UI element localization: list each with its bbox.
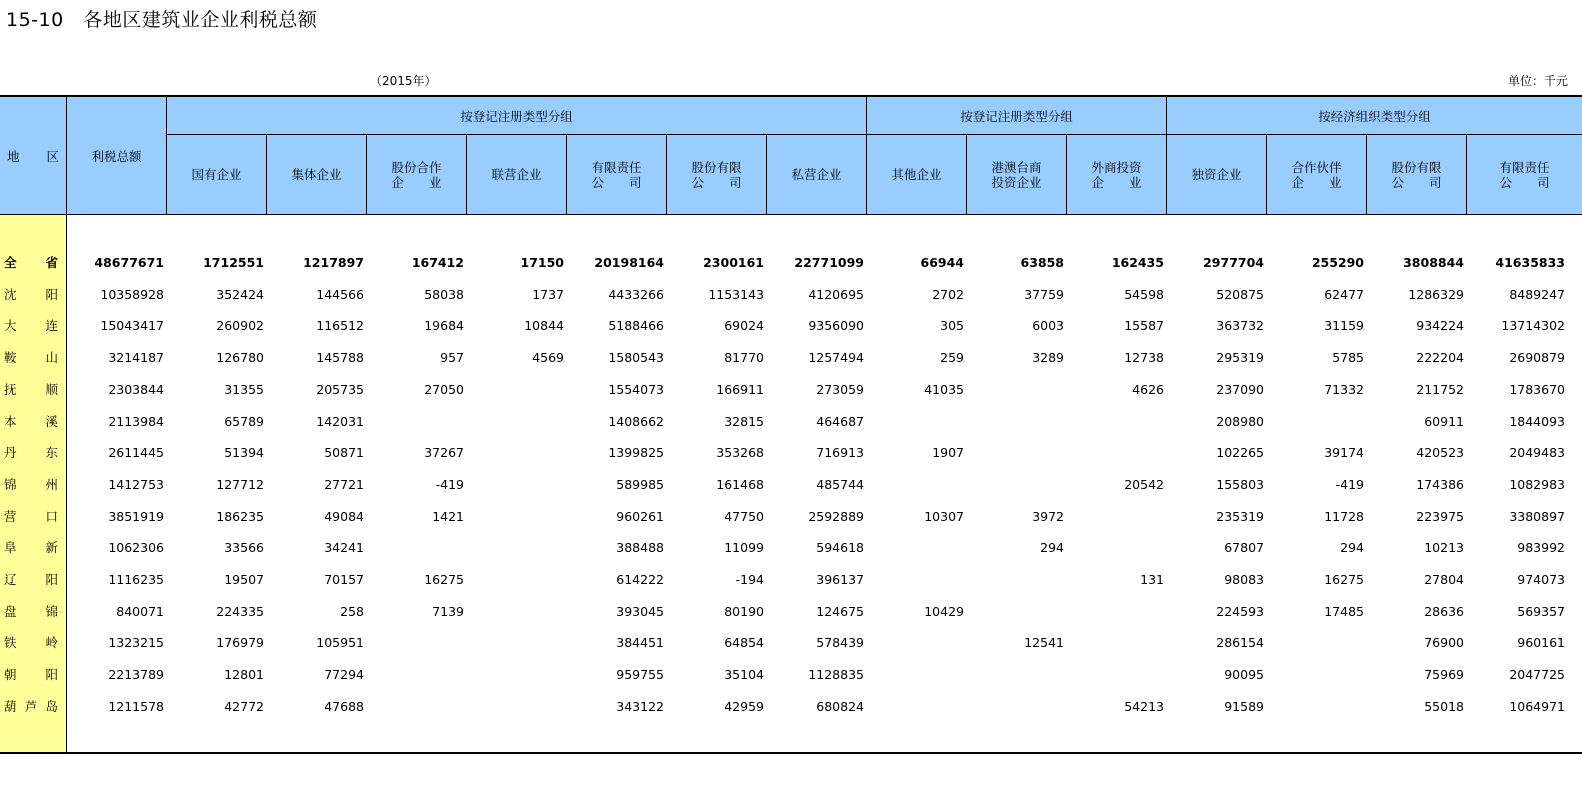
table-cell: 960161 — [1517, 635, 1565, 651]
table-cell: 1082983 — [1509, 476, 1565, 492]
column-divider — [1166, 97, 1167, 214]
table-row — [0, 411, 1582, 433]
table-cell: 680824 — [816, 698, 864, 714]
table-cell: 614222 — [616, 572, 664, 587]
table-cell: 54598 — [1124, 286, 1164, 302]
table-cell: 64854 — [724, 635, 764, 651]
table-cell: 2702 — [932, 286, 964, 302]
table-cell: 16275 — [424, 572, 464, 587]
region-header — [0, 97, 66, 215]
table-row — [0, 601, 1582, 623]
table-cell: 91589 — [1224, 698, 1264, 714]
page-title: 15-10 各地区建筑业企业利税总额 — [6, 9, 318, 31]
table-cell: 131 — [1140, 572, 1164, 587]
region-name: 大 连 — [4, 318, 58, 334]
table-row — [0, 537, 1582, 559]
table-row — [0, 474, 1582, 496]
region-name: 葫 芦 岛 — [4, 698, 58, 714]
table-cell: 167412 — [411, 255, 464, 270]
group-divider-rule — [167, 134, 1582, 135]
table-cell: 222204 — [1416, 350, 1464, 366]
table-cell: 957 — [440, 350, 464, 366]
table-cell: 2690879 — [1509, 350, 1565, 366]
table-cell: 77294 — [324, 667, 364, 683]
column-header: 联营企业 — [467, 135, 566, 214]
table-cell: 934224 — [1416, 318, 1464, 334]
table-cell: -419 — [435, 476, 464, 492]
table-cell: 8489247 — [1509, 286, 1565, 302]
table-row — [0, 284, 1582, 306]
region-name: 丹 东 — [4, 445, 58, 461]
column-header: 股份合作 企 业 — [367, 135, 466, 214]
table-cell: 47688 — [324, 698, 364, 714]
table-cell: 37759 — [1024, 286, 1064, 302]
table-cell: 10358928 — [100, 286, 164, 302]
region-name: 鞍 山 — [4, 350, 58, 366]
table-cell: 67807 — [1224, 540, 1264, 556]
column-header: 外商投资 企 业 — [1067, 135, 1166, 214]
table-row — [0, 252, 1582, 274]
region-name: 锦 州 — [4, 476, 58, 492]
table-cell: 58038 — [424, 286, 464, 302]
table-cell: 2977704 — [1203, 255, 1264, 270]
table-cell: 102265 — [1216, 445, 1264, 461]
table-cell: 116512 — [316, 318, 364, 334]
table-cell: 12738 — [1124, 350, 1164, 366]
table-cell: 6003 — [1032, 318, 1064, 334]
column-divider — [1466, 135, 1467, 214]
column-header: 有限责任 公 司 — [1467, 135, 1582, 214]
table-cell: 31355 — [224, 381, 264, 397]
table-cell: 10213 — [1424, 540, 1464, 556]
table-cell: 20198164 — [594, 255, 664, 270]
table-cell: 7139 — [432, 603, 464, 619]
table-cell: 388488 — [616, 540, 664, 556]
region-name: 朝 阳 — [4, 667, 58, 683]
table-cell: 520875 — [1216, 286, 1264, 302]
table-cell: 32815 — [724, 413, 764, 429]
table-cell: 142031 — [316, 413, 364, 429]
table-row — [0, 347, 1582, 369]
table-row — [0, 696, 1582, 718]
table-cell: 1737 — [532, 286, 564, 302]
header-bottom-rule — [0, 214, 1582, 215]
table-cell: 4569 — [532, 350, 564, 366]
table-cell: 1116235 — [108, 572, 164, 587]
table-cell: 1907 — [932, 445, 964, 461]
table-row — [0, 632, 1582, 654]
table-cell: 1217897 — [303, 255, 364, 270]
table-cell: 1783670 — [1509, 381, 1565, 397]
column-header: 港澳台商 投资企业 — [967, 135, 1066, 214]
table-cell: 80190 — [724, 603, 764, 619]
table-cell: 55018 — [1424, 698, 1464, 714]
top-rule — [0, 95, 1582, 97]
table-cell: 235319 — [1216, 508, 1264, 524]
column-divider — [966, 135, 967, 214]
table-cell: 16275 — [1324, 572, 1364, 587]
table-cell: 2303844 — [108, 381, 164, 397]
table-cell: 11728 — [1324, 508, 1364, 524]
column-divider — [366, 135, 367, 214]
column-header: 有限责任 公 司 — [567, 135, 666, 214]
column-divider — [566, 135, 567, 214]
column-header: 私营企业 — [767, 135, 866, 214]
table-cell: 37267 — [424, 445, 464, 461]
table-cell: 41635833 — [1495, 255, 1565, 270]
table-cell: 205735 — [316, 381, 364, 397]
table-cell: 1211578 — [108, 698, 164, 714]
region-name: 辽 阳 — [4, 572, 58, 587]
table-cell: 1421 — [432, 508, 464, 524]
table-cell: 31159 — [1324, 318, 1364, 334]
table-cell: 2300161 — [703, 255, 764, 270]
table-cell: 716913 — [816, 445, 864, 461]
table-cell: 5785 — [1332, 350, 1364, 366]
column-divider — [766, 135, 767, 214]
table-cell: 960261 — [616, 508, 664, 524]
table-cell: 974073 — [1517, 572, 1565, 587]
table-cell: 15043417 — [100, 318, 164, 334]
region-name: 阜 新 — [4, 540, 58, 556]
table-cell: 27050 — [424, 381, 464, 397]
table-cell: 27721 — [324, 476, 364, 492]
table-cell: 12801 — [224, 667, 264, 683]
table-cell: 15587 — [1124, 318, 1164, 334]
table-cell: 983992 — [1517, 540, 1565, 556]
table-row — [0, 569, 1582, 591]
region-name: 本 溪 — [4, 413, 58, 429]
region-name: 全 省 — [4, 255, 58, 270]
table-cell: 76900 — [1424, 635, 1464, 651]
table-cell: 166911 — [716, 381, 764, 397]
table-cell: 13714302 — [1501, 318, 1565, 334]
table-cell: 17485 — [1324, 603, 1364, 619]
table-cell: 62477 — [1324, 286, 1364, 302]
table-cell: 127712 — [216, 476, 264, 492]
table-cell: 363732 — [1216, 318, 1264, 334]
table-cell: 47750 — [724, 508, 764, 524]
region-name: 抚 顺 — [4, 381, 58, 397]
table-cell: 1286329 — [1408, 286, 1464, 302]
table-cell: 81770 — [724, 350, 764, 366]
table-cell: 1712551 — [203, 255, 264, 270]
table-cell: 54213 — [1124, 698, 1164, 714]
table-cell: 2047725 — [1509, 667, 1565, 683]
table-cell: 10429 — [924, 603, 964, 619]
table-cell: 1062306 — [108, 540, 164, 556]
table-cell: 90095 — [1224, 667, 1264, 683]
table-cell: 51394 — [224, 445, 264, 461]
table-cell: 464687 — [816, 413, 864, 429]
region-header-char-2: 区 — [46, 149, 59, 164]
table-cell: 39174 — [1324, 445, 1364, 461]
bottom-rule — [0, 752, 1582, 754]
column-header: 其他企业 — [867, 135, 966, 214]
table-cell: 42959 — [724, 698, 764, 714]
table-cell: 3851919 — [108, 508, 164, 524]
table-cell: 594618 — [816, 540, 864, 556]
table-cell: 3214187 — [108, 350, 164, 366]
table-cell: 124675 — [816, 603, 864, 619]
table-cell: 49084 — [324, 508, 364, 524]
table-cell: 1323215 — [108, 635, 164, 651]
table-cell: 1554073 — [608, 381, 664, 397]
table-cell: 294 — [1040, 540, 1064, 556]
table-cell: 126780 — [216, 350, 264, 366]
column-divider — [1266, 135, 1267, 214]
table-cell: 60911 — [1424, 413, 1464, 429]
column-header: 集体企业 — [267, 135, 366, 214]
table-cell: 211752 — [1416, 381, 1464, 397]
table-cell: 3289 — [1032, 350, 1064, 366]
column-divider — [1066, 135, 1067, 214]
column-divider — [266, 135, 267, 214]
table-cell: 10307 — [924, 508, 964, 524]
table-cell: 3972 — [1032, 508, 1064, 524]
table-cell: 9356090 — [808, 318, 864, 334]
table-cell: 569357 — [1517, 603, 1565, 619]
column-header: 股份有限 公 司 — [667, 135, 766, 214]
table-cell: 1128835 — [808, 667, 864, 683]
table-cell: 71332 — [1324, 381, 1364, 397]
table-cell: 105951 — [316, 635, 364, 651]
region-name: 营 口 — [4, 508, 58, 524]
unit-note: 单位：千元 — [1507, 74, 1568, 88]
table-cell: 66944 — [920, 255, 964, 270]
table-cell: 286154 — [1216, 635, 1264, 651]
table-cell: 295319 — [1216, 350, 1264, 366]
table-cell: 19507 — [224, 572, 264, 587]
table-cell: 63858 — [1020, 255, 1064, 270]
table-cell: 17150 — [520, 255, 564, 270]
table-cell: 840071 — [116, 603, 164, 619]
group-header-economic: 按经济组织类型分组 — [1167, 97, 1582, 135]
table-cell: 144566 — [316, 286, 364, 302]
table-cell: 5188466 — [608, 318, 664, 334]
table-cell: 260902 — [216, 318, 264, 334]
column-divider — [866, 97, 867, 214]
table-cell: 4120695 — [808, 286, 864, 302]
table-cell: -419 — [1335, 476, 1364, 492]
table-cell: 10844 — [524, 318, 564, 334]
table-cell: 75969 — [1424, 667, 1464, 683]
region-name: 盘 锦 — [4, 603, 58, 619]
table-cell: 352424 — [216, 286, 264, 302]
table-cell: 4433266 — [608, 286, 664, 302]
table-cell: 343122 — [616, 698, 664, 714]
table-cell: 396137 — [816, 572, 864, 587]
table-cell: 98083 — [1224, 572, 1264, 587]
table-row — [0, 664, 1582, 686]
table-cell: 223975 — [1416, 508, 1464, 524]
table-cell: 65789 — [224, 413, 264, 429]
table-cell: 237090 — [1216, 381, 1264, 397]
table-cell: 161468 — [716, 476, 764, 492]
table-cell: 1064971 — [1509, 698, 1565, 714]
table-cell: 3380897 — [1509, 508, 1565, 524]
table-cell: 162435 — [1111, 255, 1164, 270]
column-header: 合作伙伴 企 业 — [1267, 135, 1366, 214]
region-header-char-1: 地 — [7, 149, 20, 164]
total-header: 利税总额 — [67, 97, 166, 215]
table-cell: 48677671 — [94, 255, 164, 270]
table-cell: 1412753 — [108, 476, 164, 492]
table-cell: 208980 — [1216, 413, 1264, 429]
table-cell: 2049483 — [1509, 445, 1565, 461]
table-cell: 22771099 — [794, 255, 864, 270]
table-cell: 259 — [940, 350, 964, 366]
table-cell: 50871 — [324, 445, 364, 461]
table-cell: 3808844 — [1403, 255, 1464, 270]
table-cell: 384451 — [616, 635, 664, 651]
group-header-registration-2: 按登记注册类型分组 — [867, 97, 1166, 135]
table-cell: 2113984 — [108, 413, 164, 429]
column-header: 股份有限 公 司 — [1367, 135, 1466, 214]
table-row — [0, 442, 1582, 464]
table-cell: 69024 — [724, 318, 764, 334]
table-cell: 28636 — [1424, 603, 1464, 619]
table-cell: -194 — [735, 572, 764, 587]
table-cell: 2592889 — [808, 508, 864, 524]
table-cell: 273059 — [816, 381, 864, 397]
table-cell: 1399825 — [608, 445, 664, 461]
table-cell: 1408662 — [608, 413, 664, 429]
table-cell: 20542 — [1124, 476, 1164, 492]
column-divider — [466, 135, 467, 214]
table-cell: 34241 — [324, 540, 364, 556]
table-cell: 258 — [340, 603, 364, 619]
table-cell: 2611445 — [108, 445, 164, 461]
group-header-registration-1: 按登记注册类型分组 — [167, 97, 866, 135]
table-cell: 578439 — [816, 635, 864, 651]
table-cell: 176979 — [216, 635, 264, 651]
table-cell: 155803 — [1216, 476, 1264, 492]
table-cell: 1153143 — [708, 286, 764, 302]
table-cell: 35104 — [724, 667, 764, 683]
table-cell: 42772 — [224, 698, 264, 714]
table-cell: 589985 — [616, 476, 664, 492]
region-name: 沈 阳 — [4, 286, 58, 302]
table-cell: 305 — [940, 318, 964, 334]
table-row — [0, 379, 1582, 401]
column-divider — [1366, 135, 1367, 214]
table-cell: 12541 — [1024, 635, 1064, 651]
table-cell: 4626 — [1132, 381, 1164, 397]
table-cell: 174386 — [1416, 476, 1464, 492]
year-note: （2015年） — [370, 74, 437, 88]
table-row — [0, 315, 1582, 337]
table-cell: 393045 — [616, 603, 664, 619]
table-cell: 420523 — [1416, 445, 1464, 461]
table-cell: 186235 — [216, 508, 264, 524]
table-cell: 145788 — [316, 350, 364, 366]
column-divider — [666, 135, 667, 214]
table-cell: 2213789 — [108, 667, 164, 683]
table-cell: 1580543 — [608, 350, 664, 366]
table-cell: 485744 — [816, 476, 864, 492]
table-cell: 1257494 — [808, 350, 864, 366]
table-cell: 224335 — [216, 603, 264, 619]
region-name: 铁 岭 — [4, 635, 58, 651]
table-cell: 19684 — [424, 318, 464, 334]
table-cell: 255290 — [1311, 255, 1364, 270]
table-cell: 27804 — [1424, 572, 1464, 587]
table-cell: 353268 — [716, 445, 764, 461]
table-cell: 1844093 — [1509, 413, 1565, 429]
table-cell: 33566 — [224, 540, 264, 556]
table-cell: 294 — [1340, 540, 1364, 556]
column-header: 独资企业 — [1167, 135, 1266, 214]
table-cell: 224593 — [1216, 603, 1264, 619]
table-row — [0, 506, 1582, 528]
table-cell: 11099 — [724, 540, 764, 556]
table-cell: 959755 — [616, 667, 664, 683]
table-cell: 70157 — [324, 572, 364, 587]
column-header: 国有企业 — [167, 135, 266, 214]
column-divider — [166, 97, 167, 214]
table-cell: 41035 — [924, 381, 964, 397]
